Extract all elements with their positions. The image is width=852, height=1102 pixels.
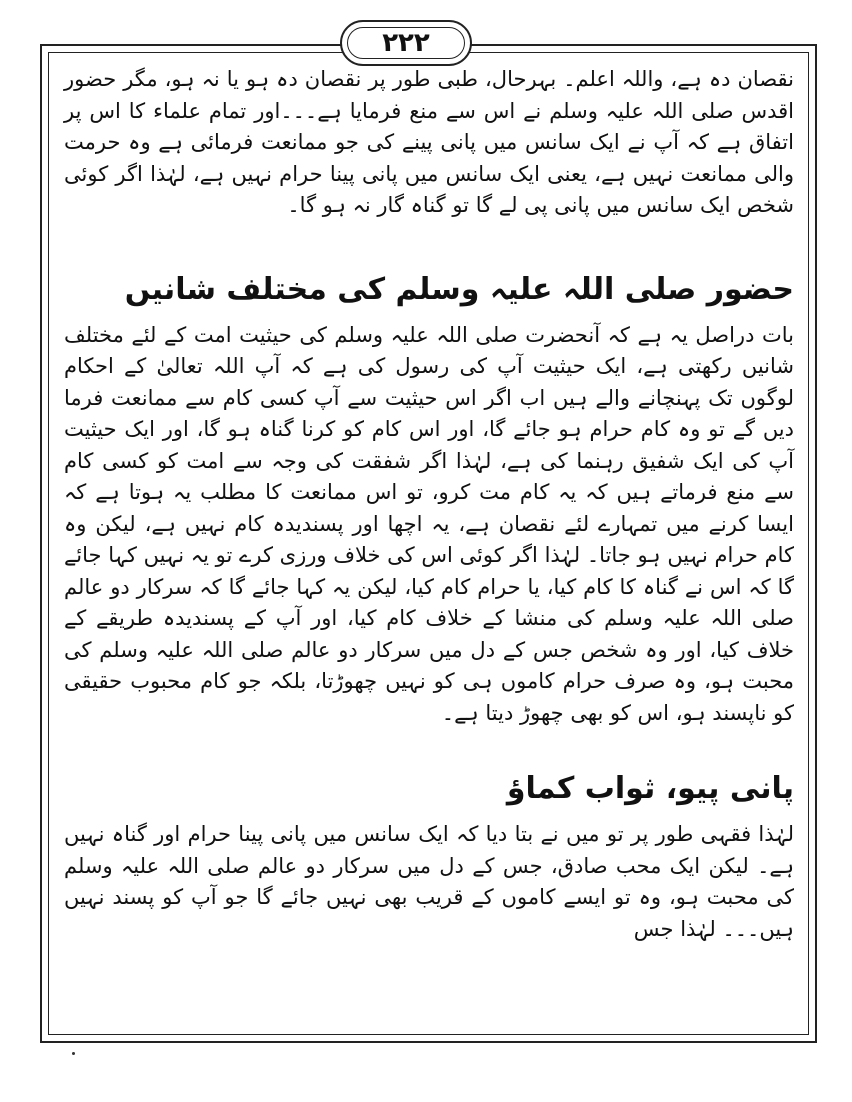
- page-number-badge: [340, 20, 472, 66]
- scan-speck: [72, 1052, 75, 1055]
- page-number: ۲۲۲: [382, 28, 430, 58]
- section-heading-water: پانی پیو، ثواب کماؤ: [506, 771, 794, 806]
- section-heading-shans: حضور صلی اللہ علیہ وسلم کی مختلف شانیں: [124, 271, 794, 307]
- body-paragraph-1: بات دراصل یہ ہے کہ آنحضرت صلی اللہ علیہ وسلم کی حیثیت امت کے لئے مختلف شانیں رکھتی ہے، ایک حیثیت آپ کی رسول کی ہے کہ آپ اللہ تعالیٰ کے احکام لوگوں تک پہنچانے والے ہیں اب اگر اس حیثیت سے آپ کسی کام سے ممانعت فرما دیں گے تو وہ کام حرام ہو جائے گا، اور اس کام کو کرنا گناہ ہو گا، اور ایک حیثیت آپ کی ایک شفیق رہنما کی ہے، لہٰذا اگر شفقت کی وجہ سے امت کو کسی کام سے منع فرماتے ہیں کہ یہ کام مت کرو، تو اس ممانعت کا مطلب یہ ہوتا ہے کہ ایسا کرنے میں تمہارے لئے نقصان ہے، یہ اچھا اور پسندیدہ کام نہیں ہے، لیکن وہ کام حرام نہیں ہو جاتا۔ لہٰذا اگر کوئی اس کی خلاف ورزی کرے تو یہ نہیں کہا جائے گا کہ اس نے گناہ کا کام کیا، یا حرام کام کیا، لیکن یہ کہا جائے گا کہ سرکار دو عالم صلی اللہ علیہ وسلم کی منشا کے خلاف کام کیا، اور آپ کے پسندیدہ طریقے کے خلاف کیا، اور وہ شخص جس کے دل میں سرکار دو عالم صلی اللہ علیہ وسلم کی محبت ہو، وہ صرف حرام کاموں ہی کو نہیں چھوڑتا، بلکہ جو کام محبوب حقیقی کو ناپسند ہو، اس کو بھی چھوڑ دیتا ہے۔: [64, 322, 794, 725]
- intro-paragraph: نقصان دہ ہے، واللہ اعلم۔ بہرحال، طبی طور پر نقصان دہ ہو یا نہ ہو، مگر حضور اقدس صلی اللہ علیہ وسلم نے اس سے منع فرمایا ہے۔۔۔اور تمام علماء کا اس پر اتفاق ہے کہ آپ نے ایک سانس میں پانی پینے کی جو ممانعت فرمائی ہے وہ حرمت والی ممانعت نہیں ہے، یعنی ایک سانس میں پانی پینا حرام نہیں ہے، لہٰذا اگر کوئی شخص ایک سانس میں پانی پی لے گا تو گناہ گار نہ ہو گا۔: [64, 67, 794, 217]
- section-heading-wrap: [64, 270, 794, 310]
- body-paragraph-2: لہٰذا فقہی طور پر تو میں نے بتا دیا کہ ایک سانس میں پانی پینا حرام اور گناہ نہیں ہے۔ لیکن ایک محب صادق، جس کے دل میں سرکار دو عالم صلی اللہ علیہ وسلم کی محبت ہو، وہ تو ایسے کاموں کے قریب بھی نہیں جائے گا جو آپ کو پسند نہیں ہیں۔۔۔ لہٰذا جس: [64, 822, 794, 941]
- page-content: [64, 64, 794, 945]
- section-heading-wrap: [64, 769, 794, 809]
